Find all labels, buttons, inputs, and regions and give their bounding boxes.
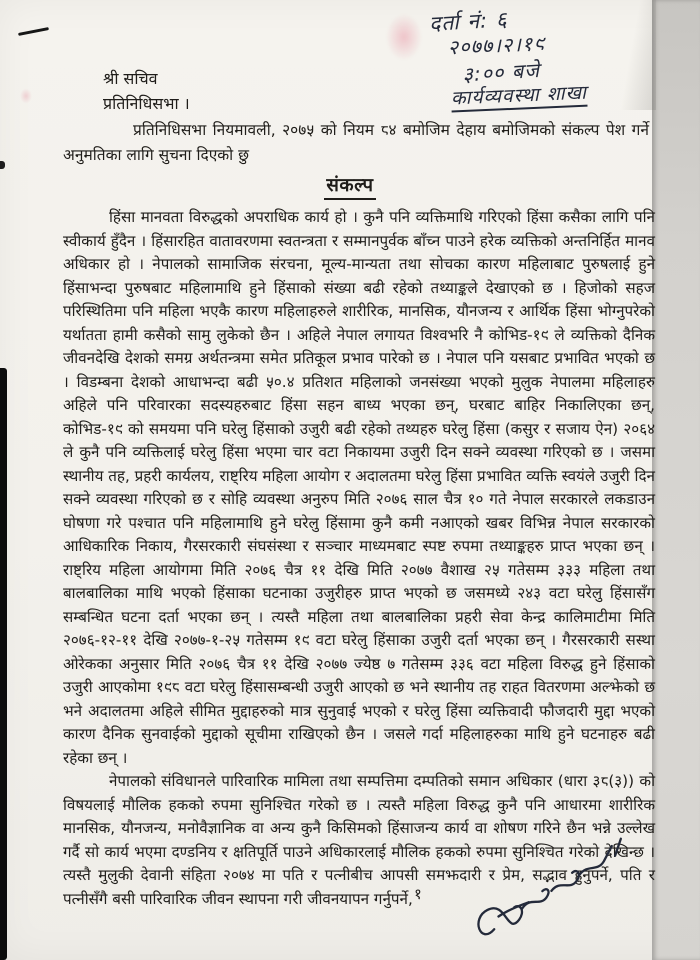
scan-edge-right-band <box>652 0 700 960</box>
scan-edge-left-strip <box>0 368 7 960</box>
intro-paragraph: प्रतिनिधिसभा नियमावली, २०७५ को नियम ८४ बमोजिम देहाय बमोजिमको संकल्प पेश गर्ने अनुमतिका लागि सुचना दिएको छु <box>63 121 649 164</box>
pen-dash-mark <box>18 27 49 36</box>
letter-body <box>63 206 655 911</box>
registration-date: २०७७।२।१९ <box>447 31 546 60</box>
scan-edge-left-dot <box>0 161 5 169</box>
addressee-title: श्री सचिव <box>103 69 158 88</box>
pink-ink-smudge-small <box>18 86 34 106</box>
registration-time: ३:०० बजे <box>461 58 541 87</box>
heading-row <box>0 172 700 200</box>
addressee-organization: प्रतिनिधिसभा । <box>103 94 190 113</box>
page-number: १ <box>414 885 422 903</box>
resolution-heading: संकल्प <box>324 172 375 200</box>
registration-section: कार्यव्यवस्था शाखा <box>451 83 588 113</box>
body-paragraph-1: हिंसा मानवता विरुद्धको अपराधिक कार्य हो । कुनै पनि व्यक्तिमाथि गरिएको हिंसा कसैका लागि पनि स्वीकार्य हुँदैन । हिंसारहित वातावरणमा स्वतन्त्रता र सम्मानपुर्वक बाँच्न पाउने हरेक व्यक्तिको अन्तनिर्हित मानव अधिकार हो । नेपालको सामाजिक संरचना, मूल्य-मान्यता तथा सोचका कारण महिलाबाट पुरुषलाई हुने हिंसाभन्दा पुरुषबाट महिलामाथि हुने हिंसाको संख्या बढी रहेको तथ्याङ्कले देखाएको छ । हिजोको सहज परिस्थितिमा पनि महिला भएकै कारण महिलाहरुले शारीरिक, मानसिक, यौनजन्य र आर्थिक हिंसा भोग्नुपरेको यर्थातता हामी कसैको सामु लुकेको छैन । अहिले नेपाल लगायत विश्वभरि नै कोभिड-१९ ले व्यक्तिको दैनिक जीवनदेखि देशको समग्र अर्थतन्त्रमा समेत प्रतिकूल प्रभाव पारेको छ । नेपाल पनि यसबाट प्रभावित भएको छ । विडम्बना देशको आधाभन्दा बढी ५०.४ प्रतिशत महिलाको जनसंख्या भएको मुलुक नेपालमा महिलाहरु अहिले पनि परिवारका सदस्यहरुबाट हिंसा सहन बाध्य भएका छन्, घरबाट बाहिर निकालिएका छन्, कोभिड-१९ को समयमा पनि घरेलु हिंसाको उजुरी बढी रहेको तथ्यहरु घरेलु हिंसा (कसुर र सजाय ऐन) २०६४ ले कुनै पनि व्यक्तिलाई घरेलु हिंसा भएमा चार वटा निकायमा उजुरी दिन सक्ने व्यवस्था गरिएको छ । जसमा स्थानीय तह, प्रहरी कार्यलय, राष्ट्रिय महिला आयोग र अदालतमा घरेलु हिंसा प्रभावित व्यक्ति स्वयंले उजुरी दिन सक्ने व्यवस्था गरिएको छ र सोहि व्यवस्था अनुरुप मिति २०७६ साल चैत्र १० गते नेपाल सरकारले लकडाउन घोषणा गरे पश्चात पनि महिलामाथि हुने घरेलु हिंसामा कुनै कमी नआएको खबर विभिन्न नेपाल सरकारको आधिकारिक निकाय, गैरसरकारी संघसंस्था र सञ्चार माध्यमबाट स्पष्ट रुपमा तथ्याङ्कहरु प्राप्त भएका छन् । राष्ट्रिय महिला आयोगमा मिति २०७६ चैत्र ११ देखि मिति २०७७ वैशाख २५ गतेसम्म ३३३ महिला तथा बालबालिका माथि भएको हिंसाका घटनाका उजुरीहरु प्राप्त भएको छ जसमध्ये २४३ वटा घरेलु हिंसासँग सम्बन्धित घटना दर्ता भएका छन् । त्यस्तै महिला तथा बालबालिका प्रहरी सेवा केन्द्र कालिमाटीमा मिति २०७६-१२-११ देखि २०७७-१-२५ गतेसम्म १९ वटा घरेलु हिंसाका उजुरी दर्ता भएका छन् । गैरसरकारी सस्था ओरेकका अनुसार मिति २०७६ चैत्र ११ देखि २०७७ ज्येष्ठ ७ गतेसम्म ३३६ वटा महिला विरुद्ध हुने हिंसाको उजुरी आएकोमा १९८ वटा घरेलु हिंसासम्बन्धी उजुरी आएको छ भने स्थानीय तह राहत वितरणमा अल्झेको छ भने अदालतमा अहिले सीमित मुद्दाहरुको मात्र सुनुवाई भएको र घरेलु हिंसा व्यक्तिवादी फौजदारी मुद्दा भएको कारण दैनिक सुनवाईको मुद्दाको सूचीमा राखिएको छैन । जसले गर्दा महिलाहरुका माथि हुने घटनाहरु बढी रहेका छन् । <box>63 208 655 767</box>
registration-stamp-block <box>415 1 668 112</box>
addressee-block <box>103 66 190 116</box>
body-paragraph-2: नेपालको संविधानले पारिवारिक मामिला तथा सम्पत्तिमा दम्पतिको समान अधिकार (धारा ३८(३)) को विषयलाई मौलिक हकको रुपमा सुनिश्चित गरेको छ । त्यस्तै महिला विरुद्ध कुनै पनि आधारमा शारीरिक मानसिक, यौनजन्य, मनोवैज्ञानिक वा अन्य कुनै किसिमको हिंसाजन्य कार्य वा शोषण गरिने छैन भन्ने उल्लेख गर्दै सो कार्य भएमा दण्डनिय र क्षतिपूर्ति पाउने अधिकारलाई मौलिक हकको रुपमा सुनिश्चित गरेको देखिन्छ । त्यस्तै मुलुकी देवानी संहिता २०७४ मा पति र पत्नीबीच आपसी समझदारी र प्रेम, सद्भाव हुनुपर्ने, पति र पत्नीसँगै बसी पारिवारिक जीवन स्थापना गरी जीवनयापन गर्नुपर्ने, <box>63 772 655 908</box>
registration-number: दर्ता नं: ६ <box>428 7 509 37</box>
